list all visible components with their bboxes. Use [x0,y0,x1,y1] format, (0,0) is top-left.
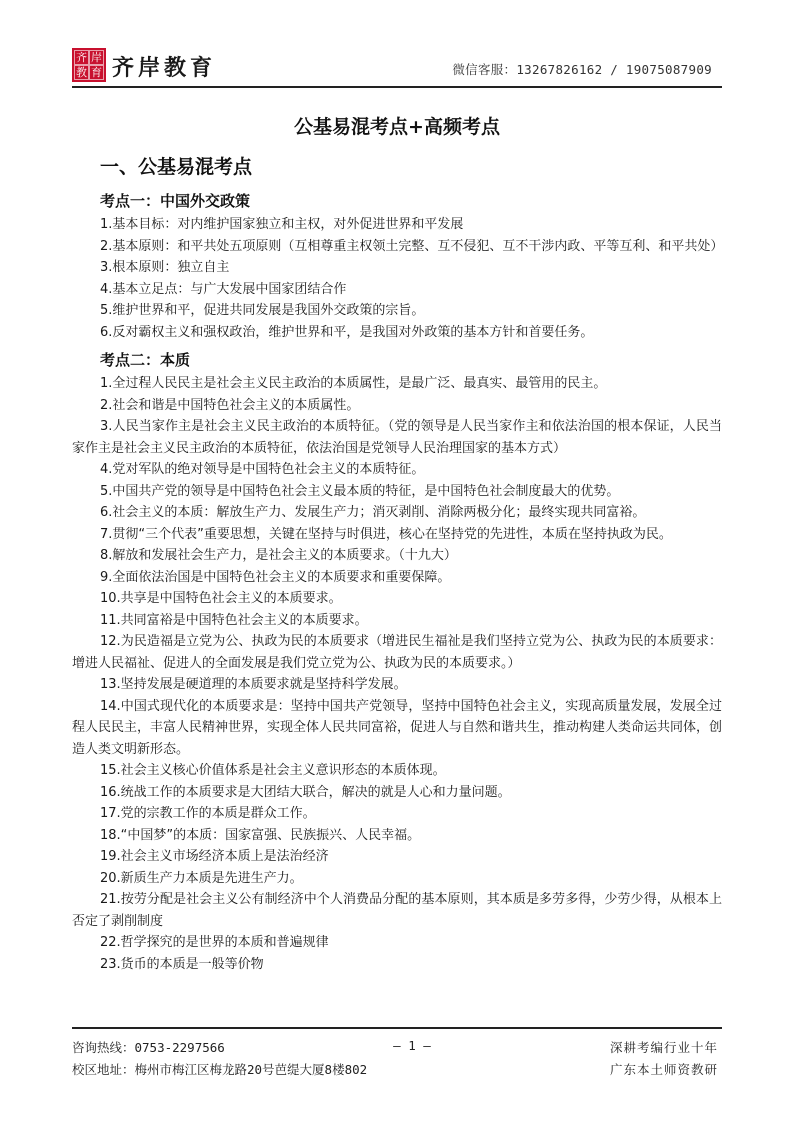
list-item: 10.共享是中国特色社会主义的本质要求。 [100,591,342,606]
list-item: 15.社会主义核心价值体系是社会主义意识形态的本质体现。 [100,763,446,778]
document-body [72,110,722,975]
list-item: 5.中国共产党的领导是中国特色社会主义最本质的特征，是中国特色社会制度最大的优势。 [100,483,620,499]
list-item: 7.贯彻“三个代表”重要思想，关键在坚持与时俱进，核心在坚持党的先进性，本质在坚持执政为民。 [100,526,672,542]
list-item: 8.解放和发展社会生产力，是社会主义的本质要求。（十九大） [100,548,457,563]
footer-divider [72,1027,722,1029]
list-item: 1.全过程人民民主是社会主义民主政治的本质属性，是最广泛、最真实、最管用的民主。 [100,376,607,391]
topic-title: 考点一：中国外交政策 [100,192,251,210]
list-item: 12.为民造福是立党为公、执政为民的本质要求（增进民生福祉是我们坚持立党为公、执政为民的本质要求：增进人民福祉、促进人的全面发展是我们党立党为公、执政为民的本质要求。） [72,634,722,671]
list-item: 2.社会和谐是中国特色社会主义的本质属性。 [100,397,360,413]
list-item: 4.党对军队的绝对领导是中国特色社会主义的本质特征。 [100,462,425,477]
address: 校区地址：梅州市梅江区梅龙路20号芭缇大厦8楼802 [72,1062,368,1077]
list-item: 21.按劳分配是社会主义公有制经济中个人消费品分配的基本原则，其本质是多劳多得，少劳少得，从根本上否定了剥削制度 [72,892,722,929]
list-item: 16.统战工作的本质要求是大团结大联合，解决的就是人心和力量问题。 [100,784,511,800]
list-item: 2.基本原则：和平共处五项原则（互相尊重主权领土完整、互不侵犯、互不干涉内政、平等互利、和平共处） [100,238,724,254]
slogan: 深耕考编行业十年 [609,1040,718,1055]
page-header [72,48,722,86]
logo-char: 齐 [76,51,87,64]
document-title: 公基易混考点+高频考点 [294,116,500,138]
topic-title: 考点二：本质 [100,351,191,369]
page-number: — 1 — [393,1038,431,1053]
page-footer [72,1036,722,1086]
list-item: 23.货币的本质是一般等价物 [100,956,264,972]
logo-char: 教 [76,66,87,79]
list-item: 20.新质生产力本质是先进生产力。 [100,870,303,886]
logo-char: 育 [91,66,102,79]
list-item: 11.共同富裕是中国特色社会主义的本质要求。 [100,612,368,628]
list-item: 19.社会主义市场经济本质上是法治经济 [100,849,329,864]
list-item: 6.反对霸权主义和强权政治，维护世界和平，是我国对外政策的基本方针和首要任务。 [100,324,594,340]
list-item: 1.基本目标：对内维护国家独立和主权，对外促进世界和平发展 [100,217,464,232]
list-item: 9.全面依法治国是中国特色社会主义的本质要求和重要保障。 [100,569,451,585]
section-title: 一、公基易混考点 [100,156,253,178]
list-item: 3.根本原则：独立自主 [100,260,230,275]
header-divider [72,86,722,88]
brand-logo [72,48,106,82]
list-item: 6.社会主义的本质：解放生产力、发展生产力；消灭剥削、消除两极分化；最终实现共同富裕。 [100,505,646,520]
list-item: 18.“中国梦”的本质：国家富强、民族振兴、人民幸福。 [100,827,421,843]
list-item: 14.中国式现代化的本质要求是：坚持中国共产党领导，坚持中国特色社会主义，实现高质量发展，发展全过程人民民主，丰富人民精神世界，实现全体人民共同富裕，促进人与自然和谐共生，推动构建人类命运共同体，创造人类文明新形态。 [72,698,723,757]
list-item: 5.维护世界和平，促进共同发展是我国外交政策的宗旨。 [100,303,425,318]
list-item: 17.党的宗教工作的本质是群众工作。 [100,806,316,821]
list-item: 3.人民当家作主是社会主义民主政治的本质特征。（党的领导是人民当家作主和依法治国的根本保证，人民当家作主是社会主义民主政治的本质特征，依法治国是党领导人民治理国家的基本方式） [72,419,722,456]
list-item: 4.基本立足点：与广大发展中国家团结合作 [100,281,347,297]
logo-char: 岸 [91,51,102,64]
hotline: 咨询热线：0753-2297566 [72,1040,225,1055]
slogan: 广东本土师资教研 [609,1062,718,1077]
list-item: 22.哲学探究的是世界的本质和普遍规律 [100,935,329,950]
topic-list [72,188,722,975]
contact-info: 微信客服：13267826162 / 19075087909 [452,62,712,77]
brand-name: 齐岸教育 [112,55,217,81]
list-item: 13.坚持发展是硬道理的本质要求就是坚持科学发展。 [100,677,407,692]
